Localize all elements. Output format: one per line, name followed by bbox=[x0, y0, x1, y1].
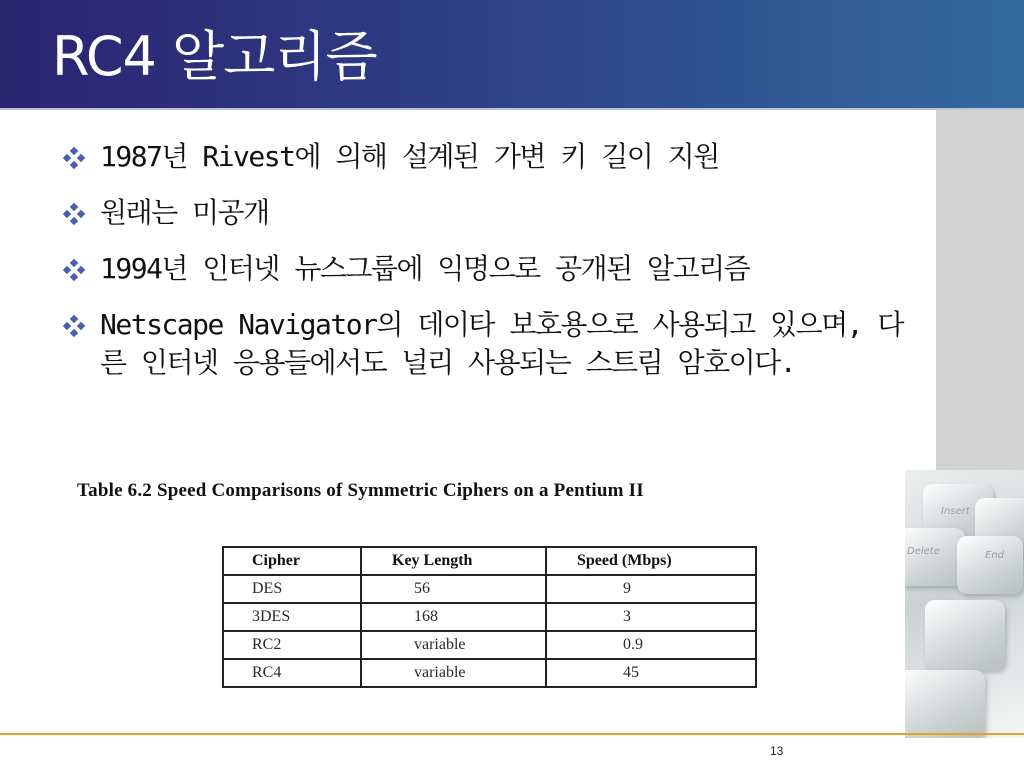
bullet-item bbox=[62, 138, 942, 176]
column-header-cipher: Cipher bbox=[223, 547, 361, 575]
key-label: Insert bbox=[941, 506, 970, 517]
side-panel bbox=[936, 110, 1024, 470]
table-cell: 168 bbox=[361, 603, 546, 631]
column-header-key-length: Key Length bbox=[361, 547, 546, 575]
key-label: Delete bbox=[907, 546, 940, 557]
table-cell: 9 bbox=[546, 575, 756, 603]
title-divider bbox=[0, 108, 1024, 110]
keyboard-key bbox=[905, 670, 985, 738]
page-number: 13 bbox=[770, 744, 784, 758]
table-cell: variable bbox=[361, 659, 546, 687]
table-cell: 3 bbox=[546, 603, 756, 631]
bullet-item bbox=[62, 306, 920, 382]
bullet-text: 1987년 Rivest에 의해 설계된 가변 키 길이 지원 bbox=[100, 140, 719, 173]
diamond-bullet-icon bbox=[62, 147, 88, 169]
table-header-row bbox=[223, 547, 756, 575]
bullet-text: Netscape Navigator의 데이타 보호용으로 사용되고 있으며, 다른 인터넷 응용들에서도 널리 사용되는 스트림 암호이다. bbox=[100, 308, 903, 379]
slide-title: RC4 알고리즘 bbox=[52, 25, 377, 88]
table-row bbox=[223, 575, 756, 603]
table-row bbox=[223, 631, 756, 659]
keyboard-key bbox=[925, 600, 1005, 670]
footer-divider bbox=[0, 733, 1024, 735]
table-row bbox=[223, 659, 756, 687]
table-cell: DES bbox=[223, 575, 361, 603]
title-bar bbox=[0, 0, 1024, 108]
cipher-speed-table bbox=[222, 546, 757, 688]
table-cell: RC4 bbox=[223, 659, 361, 687]
key-label: End bbox=[985, 550, 1005, 561]
table-cell: RC2 bbox=[223, 631, 361, 659]
diamond-bullet-icon bbox=[62, 259, 88, 281]
table-cell: 0.9 bbox=[546, 631, 756, 659]
keyboard-key bbox=[905, 528, 965, 586]
bullet-item bbox=[62, 250, 942, 288]
keyboard-keys-image bbox=[905, 470, 1024, 738]
diamond-bullet-icon bbox=[62, 203, 88, 225]
table-cell: 3DES bbox=[223, 603, 361, 631]
column-header-speed: Speed (Mbps) bbox=[546, 547, 756, 575]
diamond-bullet-icon bbox=[62, 315, 88, 337]
table-caption: Table 6.2 Speed Comparisons of Symmetric Ciphers on a Pentium II bbox=[77, 480, 644, 501]
bullet-text: 1994년 인터넷 뉴스그룹에 익명으로 공개된 알고리즘 bbox=[100, 252, 750, 285]
table-row bbox=[223, 603, 756, 631]
table-cell: variable bbox=[361, 631, 546, 659]
bullet-list bbox=[62, 138, 942, 400]
bullet-item bbox=[62, 194, 942, 232]
keyboard-key bbox=[957, 536, 1023, 594]
bullet-text: 원래는 미공개 bbox=[100, 196, 269, 229]
table-cell: 45 bbox=[546, 659, 756, 687]
table-cell: 56 bbox=[361, 575, 546, 603]
